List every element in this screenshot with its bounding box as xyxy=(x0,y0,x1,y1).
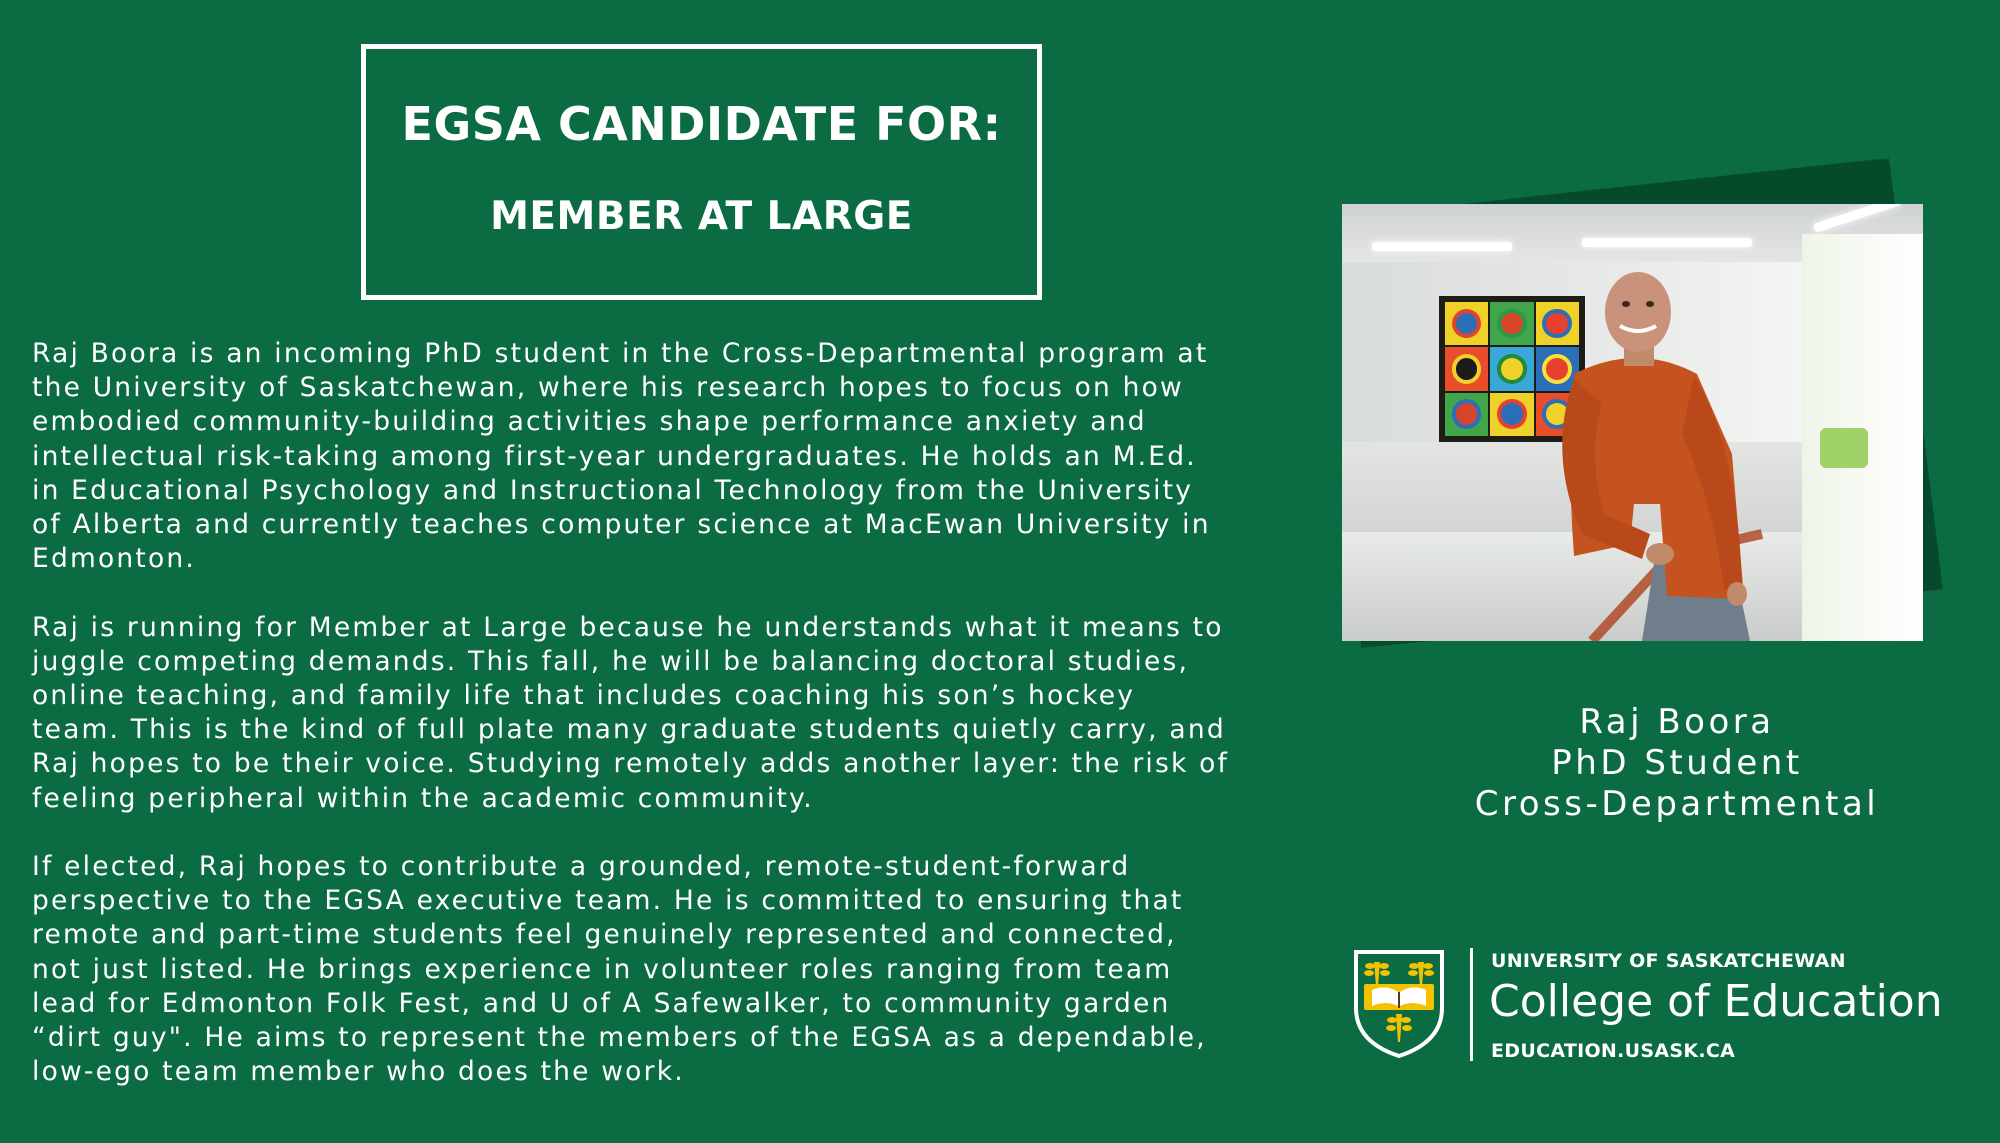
university-name: UNIVERSITY OF SASKATCHEWAN xyxy=(1491,950,1846,972)
candidate-name: Raj Boora xyxy=(1579,702,1775,742)
bio-line: intellectual risk-taking among first-year undergraduates. He holds an M.Ed. xyxy=(32,440,1197,472)
university-logo xyxy=(1352,948,1952,1068)
bio-line: not just listed. He brings experience in volunteer roles ranging from team xyxy=(32,953,1173,985)
candidate-caption xyxy=(1342,702,2000,825)
bio-line: low-ego team member who does the work. xyxy=(32,1056,685,1088)
bio-line: online teaching, and family life that includes coaching his son’s hockey xyxy=(32,680,1136,712)
bio-line: embodied community-building activities shape performance anxiety and xyxy=(32,406,1147,438)
candidate-program: Cross-Departmental xyxy=(1474,784,1880,824)
candidate-role: PhD Student xyxy=(1551,743,1803,783)
bio-line: If elected, Raj hopes to contribute a grounded, remote-student-forward xyxy=(32,851,1131,883)
bio-line: “dirt guy". He aims to represent the members of the EGSA as a dependable, xyxy=(32,1022,1207,1054)
candidate-bio xyxy=(32,337,1332,1124)
college-name: College of Education xyxy=(1489,976,1943,1027)
bio-line: remote and part-time students feel genuinely represented and connected, xyxy=(32,919,1177,951)
college-url: EDUCATION.USASK.CA xyxy=(1491,1040,1736,1062)
usask-crest-icon xyxy=(1352,948,1446,1060)
bio-line: perspective to the EGSA executive team. He is committed to ensuring that xyxy=(32,885,1184,917)
bio-line: feeling peripheral within the academic community. xyxy=(32,782,814,814)
logo-divider xyxy=(1470,948,1473,1061)
bio-paragraph xyxy=(32,850,1332,1089)
title-box xyxy=(361,44,1042,300)
bio-line: Raj is running for Member at Large because he understands what it means to xyxy=(32,611,1224,643)
bio-paragraph xyxy=(32,611,1332,816)
bio-line: of Alberta and currently teaches computer science at MacEwan University in xyxy=(32,509,1211,541)
bio-line: Raj hopes to be their voice. Studying remotely adds another layer: the risk of xyxy=(32,748,1230,780)
candidate-photo xyxy=(1342,204,1923,641)
candidate-figure xyxy=(1342,204,1923,641)
bio-line: Raj Boora is an incoming PhD student in the Cross-Departmental program at xyxy=(32,338,1209,369)
bio-line: team. This is the kind of full plate many graduate students quietly carry, and xyxy=(32,714,1226,746)
title-heading: EGSA CANDIDATE FOR: xyxy=(401,97,1002,151)
bio-line: juggle competing demands. This fall, he will be balancing doctoral studies, xyxy=(32,645,1190,677)
position-heading: MEMBER AT LARGE xyxy=(490,194,913,239)
bio-line: Edmonton. xyxy=(32,543,197,575)
bio-line: the University of Saskatchewan, where his research hopes to focus on how xyxy=(32,372,1184,404)
bio-paragraph xyxy=(32,337,1332,576)
bio-line: lead for Edmonton Folk Fest, and U of A Safewalker, to community garden xyxy=(32,987,1171,1019)
bio-line: in Educational Psychology and Instructional Technology from the University xyxy=(32,474,1194,506)
